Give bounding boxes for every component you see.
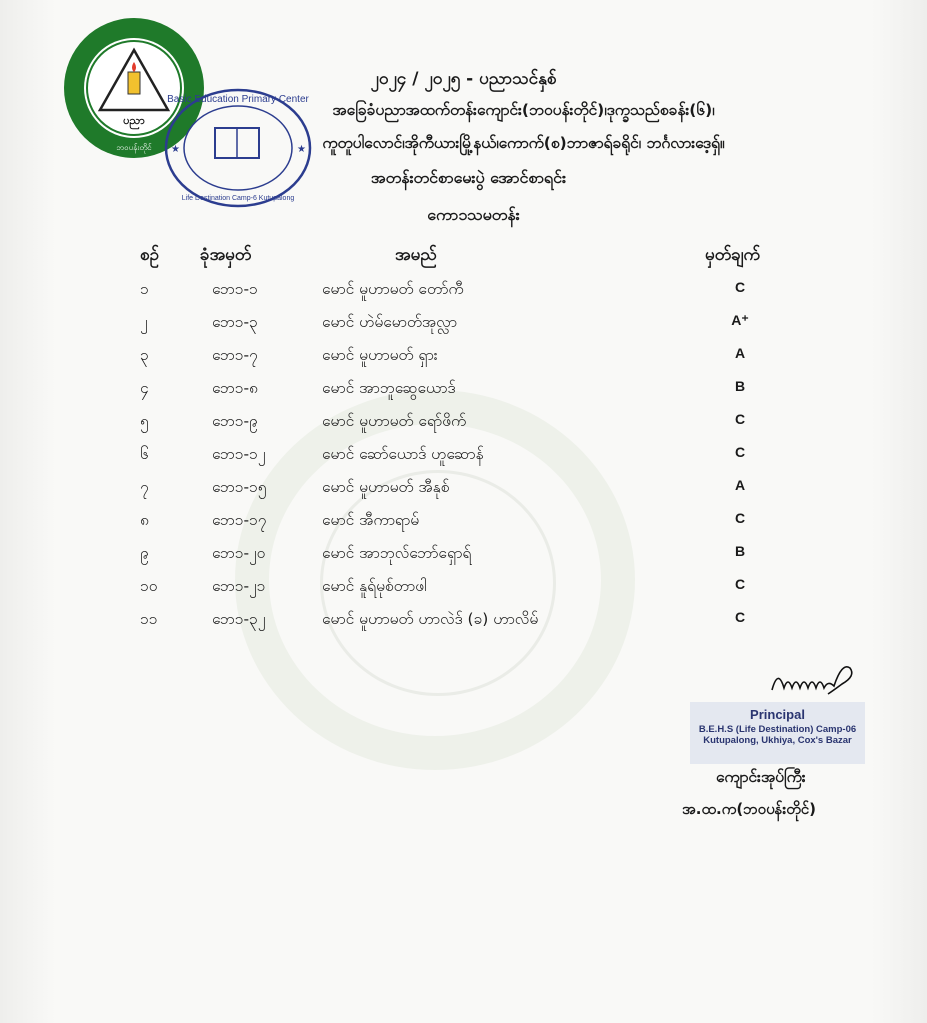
row-no: ၂ <box>140 313 148 331</box>
principal-stamp <box>690 702 865 764</box>
academic-year: ၂၀၂၄ / ၂၀၂၅ - ပညာသင်နှစ် <box>370 69 557 89</box>
row-name: မောင် မူဟာမတ် ဟာလဲဒ် (ခ) ဟာလိမ် <box>322 610 539 628</box>
row-grade: A⁺ <box>731 312 749 328</box>
row-name: မောင် မူဟာမတ် တော်ကီ <box>322 280 464 298</box>
school-location: ကူတူပါလောင်၊အိုကီယားမြို့နယ်၊ကောက်(စ)ဘာဇာရ်ခရိုင်၊ ဘင်္ဂလားဒေ့ရှ်။ <box>322 134 725 152</box>
table-row <box>0 312 927 342</box>
row-no: ၉ <box>140 544 149 562</box>
row-roll: ဘေ၁-၂၀ <box>212 544 266 562</box>
row-roll: ဘေ၁-၃ <box>212 313 258 331</box>
school-office: အ.ထ.က(ဘဝပန်းတိုင်) <box>682 800 816 818</box>
row-grade: C <box>734 444 746 460</box>
row-no: ၁၀ <box>140 577 158 595</box>
table-row <box>0 543 927 573</box>
row-grade: C <box>734 411 746 427</box>
table-row <box>0 477 927 507</box>
row-grade: A <box>734 477 746 493</box>
row-name: မောင် အီကာရာမ် <box>322 511 420 529</box>
row-roll: ဘေ၁-၁၂ <box>212 445 266 463</box>
row-no: ၆ <box>140 445 149 463</box>
table-row <box>0 411 927 441</box>
row-name: မောင် နူရ်မုစ်တာဖါ <box>322 577 427 595</box>
row-no: ၃ <box>140 346 149 364</box>
row-grade: C <box>734 609 746 625</box>
principal-signature <box>770 658 860 698</box>
row-roll: ဘေ၁-၃၂ <box>212 610 266 628</box>
row-name: မောင် မူဟာမတ် ရော်ဖိက် <box>322 412 467 430</box>
stamp-school: B.E.H.S (Life Destination) Camp-06 <box>698 724 857 735</box>
row-no: ၈ <box>140 511 149 529</box>
grade-level: ကော၁သမတန်း <box>427 205 520 224</box>
row-name: မောင် ဟဲမ်မောတ်အုလ္လာ <box>322 313 458 331</box>
table-row <box>0 279 927 309</box>
table-row <box>0 378 927 408</box>
row-grade: C <box>734 576 746 592</box>
table-row <box>0 576 927 606</box>
star-icon: ★ <box>297 144 306 155</box>
seal-bottom-caption: Life Destination Camp-6 Kutupalong <box>181 195 295 202</box>
table-row <box>0 345 927 375</box>
row-grade: B <box>734 543 746 559</box>
col-header-name: အမည် <box>395 245 437 265</box>
table-row <box>0 609 927 639</box>
row-no: ၁၁ <box>140 610 158 628</box>
stamp-address: Kutupalong, Ukhiya, Cox's Bazar <box>703 735 852 746</box>
star-icon: ★ <box>171 144 180 155</box>
table-row <box>0 444 927 474</box>
row-roll: ဘေ၁-၁၇ <box>212 511 267 529</box>
row-grade: A <box>734 345 746 361</box>
row-roll: ဘေ၁-၁ <box>212 280 258 298</box>
row-grade: B <box>734 378 746 394</box>
row-no: ၅ <box>140 412 149 430</box>
row-name: မောင် အာဘုလ်ဘော်ရှောရ် <box>322 544 472 562</box>
row-roll: ဘေ၁-၈ <box>212 379 258 397</box>
row-roll: ဘေ၁-၁၅ <box>212 478 267 496</box>
row-grade: C <box>734 279 746 295</box>
seal-center-text: ပညာ <box>123 114 145 127</box>
principal-title: ကျောင်းအုပ်ကြီး <box>716 768 806 786</box>
row-name: မောင် အာဘူဆွေယောဒ် <box>322 379 456 397</box>
row-name: မောင် ဆော်ယောဒ် ဟူဆောန် <box>322 445 484 463</box>
school-name: အခြေခံပညာအထက်တန်းကျောင်း(ဘဝပန်းတိုင်)၊ဒုက္ခသည်စခန်း(၆)၊ <box>332 101 715 119</box>
stamp-title: Principal <box>750 707 805 722</box>
row-no: ၁ <box>140 280 149 298</box>
row-no: ၇ <box>140 478 149 496</box>
row-roll: ဘေ၁-၂၁ <box>212 577 266 595</box>
seal-bottom-text: ဘဝပန်းတိုင် <box>116 143 152 152</box>
row-grade: C <box>734 510 746 526</box>
seal-top-text: Basic Education Primary Center <box>167 94 309 105</box>
row-no: ၄ <box>140 379 149 397</box>
row-roll: ဘေ၁-၇ <box>212 346 258 364</box>
row-name: မောင် မူဟာမတ် ရှား <box>322 346 438 364</box>
col-header-no: စဉ် <box>140 245 159 265</box>
exam-title: အတန်းတင်စာမေးပွဲ အောင်စာရင်း <box>370 168 567 187</box>
table-row <box>0 510 927 540</box>
col-header-roll: ခုံအမှတ် <box>200 245 252 265</box>
row-name: မောင် မူဟာမတ် အီနုစ် <box>322 478 450 496</box>
col-header-remark: မှတ်ချက် <box>705 245 761 265</box>
row-roll: ဘေ၁-၉ <box>212 412 258 430</box>
